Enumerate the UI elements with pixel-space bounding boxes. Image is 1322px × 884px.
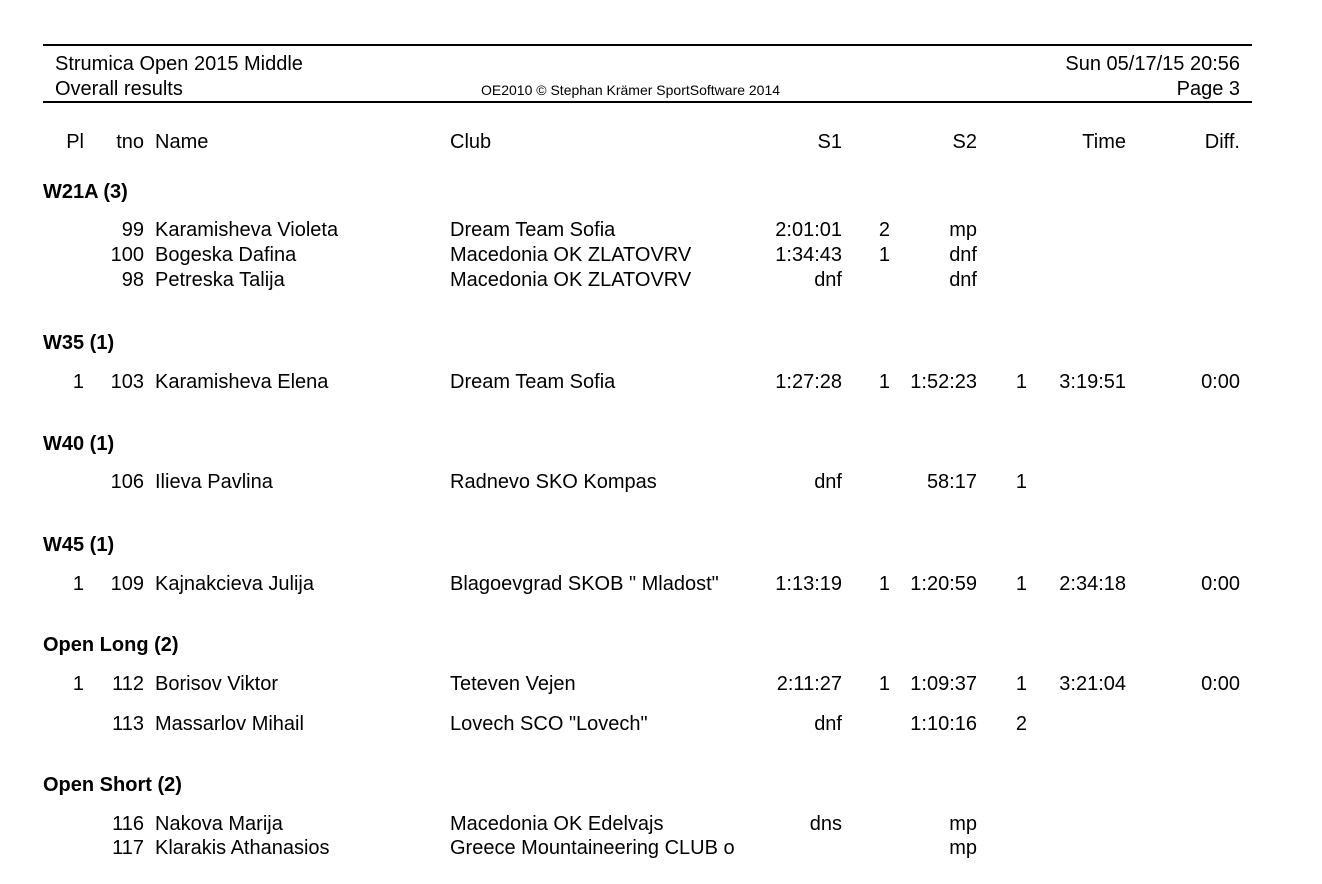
page-number: Page 3	[1176, 78, 1240, 100]
result-s1: 1:13:19	[775, 573, 842, 595]
result-s2: dnf	[949, 269, 977, 291]
group-title-w45: W45 (1)	[43, 534, 115, 556]
column-header-tno: tno	[116, 131, 144, 153]
column-header-diff: Diff.	[1204, 131, 1240, 153]
result-s1: 1:34:43	[775, 244, 842, 266]
result-s2: 58:17	[926, 471, 977, 493]
result-s1-place: 2	[878, 219, 890, 241]
result-s2: 1:09:37	[910, 673, 977, 695]
result-diff: 0:00	[1201, 673, 1240, 695]
group-title-w40: W40 (1)	[43, 433, 115, 455]
result-s1: 1:27:28	[775, 371, 842, 393]
result-place: 1	[72, 673, 84, 695]
result-tno: 106	[110, 471, 144, 493]
result-s2: 1:10:16	[910, 713, 977, 735]
result-club: Macedonia OK ZLATOVRV	[450, 269, 692, 291]
result-s1: dnf	[814, 713, 842, 735]
result-tno: 109	[110, 573, 144, 595]
result-club: Radnevo SKO Kompas	[450, 471, 657, 493]
result-name: Kajnakcieva Julija	[155, 573, 314, 595]
result-s2: 1:52:23	[910, 371, 977, 393]
group-title-w21a: W21A (3)	[43, 181, 128, 203]
result-name: Nakova Marija	[155, 813, 283, 835]
result-time: 2:34:18	[1059, 573, 1126, 595]
result-tno: 117	[112, 837, 144, 859]
result-tno: 113	[112, 713, 144, 735]
result-s1: dnf	[814, 471, 842, 493]
result-name: Ilieva Pavlina	[155, 471, 273, 493]
result-tno: 112	[112, 673, 144, 695]
result-s2: 1:20:59	[910, 573, 977, 595]
result-s2: mp	[949, 813, 977, 835]
result-club: Dream Team Sofia	[450, 219, 616, 241]
result-tno: 100	[110, 244, 144, 266]
result-s1: dnf	[814, 269, 842, 291]
result-s1: 2:01:01	[775, 219, 842, 241]
result-s2: mp	[949, 837, 977, 859]
software-credit: OE2010 © Stephan Krämer SportSoftware 2014	[481, 82, 781, 98]
result-name: Massarlov Mihail	[155, 713, 304, 735]
result-name: Petreska Talija	[155, 269, 285, 291]
result-s1: dns	[809, 813, 842, 835]
result-club: Teteven Vejen	[450, 673, 576, 695]
group-title-w35: W35 (1)	[43, 332, 115, 354]
result-club: Dream Team Sofia	[450, 371, 616, 393]
result-club: Blagoevgrad SKOB " Mladost"	[450, 573, 719, 595]
result-s2-place: 1	[1015, 471, 1027, 493]
result-s1-place: 1	[878, 573, 890, 595]
result-name: Borisov Viktor	[155, 673, 279, 695]
header-top-rule	[43, 44, 1252, 46]
result-s1-place: 1	[878, 371, 890, 393]
result-place: 1	[72, 573, 84, 595]
header-bottom-rule	[43, 101, 1252, 103]
result-time: 3:19:51	[1059, 371, 1126, 393]
result-diff: 0:00	[1201, 573, 1240, 595]
report-datetime: Sun 05/17/15 20:56	[1065, 53, 1240, 75]
result-name: Klarakis Athanasios	[155, 837, 330, 859]
result-club: Macedonia OK ZLATOVRV	[450, 244, 692, 266]
result-tno: 103	[110, 371, 144, 393]
column-header-pl: Pl	[66, 131, 84, 153]
result-club: Lovech SCO "Lovech"	[450, 713, 648, 735]
column-header-club: Club	[450, 131, 492, 153]
result-name: Karamisheva Violeta	[155, 219, 339, 241]
result-diff: 0:00	[1201, 371, 1240, 393]
result-s2: mp	[949, 219, 977, 241]
event-title: Strumica Open 2015 Middle	[55, 53, 303, 75]
column-header-s2: S2	[952, 131, 977, 153]
group-title-open-long: Open Long (2)	[43, 634, 179, 656]
group-title-open-short: Open Short (2)	[43, 774, 182, 796]
result-s2-place: 1	[1015, 573, 1027, 595]
result-place: 1	[72, 371, 84, 393]
result-time: 3:21:04	[1059, 673, 1126, 695]
result-name: Bogeska Dafina	[155, 244, 297, 266]
column-header-time: Time	[1082, 131, 1126, 153]
result-tno: 98	[121, 269, 144, 291]
column-header-name: Name	[155, 131, 209, 153]
report-title: Overall results	[55, 78, 183, 100]
result-s2: dnf	[949, 244, 977, 266]
result-s2-place: 1	[1015, 371, 1027, 393]
result-s1-place: 1	[878, 244, 890, 266]
result-club: Macedonia OK Edelvajs	[450, 813, 664, 835]
result-s1: 2:11:27	[776, 673, 842, 695]
result-club: Greece Mountaineering CLUB o	[450, 837, 735, 859]
result-s2-place: 1	[1015, 673, 1027, 695]
result-s2-place: 2	[1015, 713, 1027, 735]
result-name: Karamisheva Elena	[155, 371, 329, 393]
result-tno: 116	[112, 813, 144, 835]
column-header-s1: S1	[817, 131, 842, 153]
result-tno: 99	[121, 219, 144, 241]
result-s1-place: 1	[878, 673, 890, 695]
